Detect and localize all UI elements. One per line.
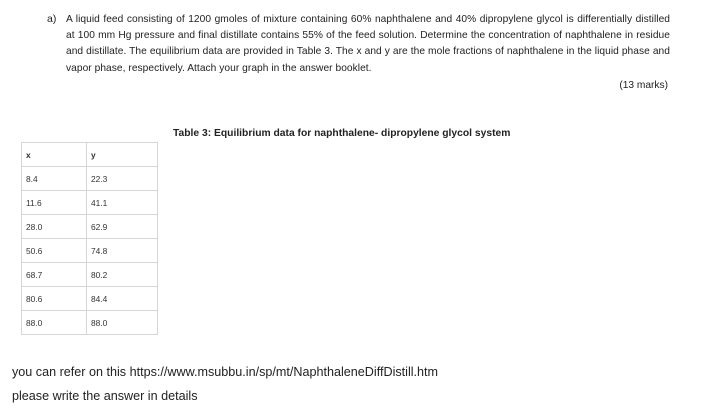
cell-x: 88.0 — [22, 311, 87, 335]
cell-x: 28.0 — [22, 215, 87, 239]
cell-x: 8.4 — [22, 167, 87, 191]
cell-x: 80.6 — [22, 287, 87, 311]
column-header-y: y — [87, 143, 158, 167]
table-row — [22, 239, 158, 263]
table-row — [22, 311, 158, 335]
reference-note: you can refer on this https://www.msubbu.in/sp/mt/NaphthaleneDiffDistill.htm — [12, 365, 439, 379]
cell-y: 41.1 — [87, 191, 158, 215]
cell-x: 11.6 — [22, 191, 87, 215]
cell-y: 84.4 — [87, 287, 158, 311]
table-caption: Table 3: Equilibrium data for naphthalene- dipropylene glycol system — [173, 128, 511, 139]
column-header-x: x — [22, 143, 87, 167]
cell-y: 74.8 — [87, 239, 158, 263]
equilibrium-data-table — [21, 142, 158, 335]
table-row — [22, 191, 158, 215]
table-row — [22, 287, 158, 311]
marks-label: (13 marks) — [619, 80, 668, 91]
question-text: A liquid feed consisting of 1200 gmoles of mixture containing 60% naphthalene and 40% dipropylene glycol is differentially distilled at 100 mm Hg pressure and final distillate contains 55% of the feed solution. Determine the concentration of naphthalene in residue and distillate. The equilibrium data are provided in Table 3. The x and y are the mole fractions of naphthalene in the liquid phase and vapor phase, respectively. Attach your graph in the answer booklet. — [66, 14, 670, 74]
cell-x: 68.7 — [22, 263, 87, 287]
table-row — [22, 263, 158, 287]
table-row — [22, 215, 158, 239]
cell-y: 88.0 — [87, 311, 158, 335]
cell-y: 80.2 — [87, 263, 158, 287]
question-label: a) — [47, 13, 57, 25]
cell-x: 50.6 — [22, 239, 87, 263]
request-note: please write the answer in details — [12, 389, 198, 403]
table-header-row — [22, 143, 158, 167]
cell-y: 22.3 — [87, 167, 158, 191]
table-row — [22, 167, 158, 191]
cell-y: 62.9 — [87, 215, 158, 239]
